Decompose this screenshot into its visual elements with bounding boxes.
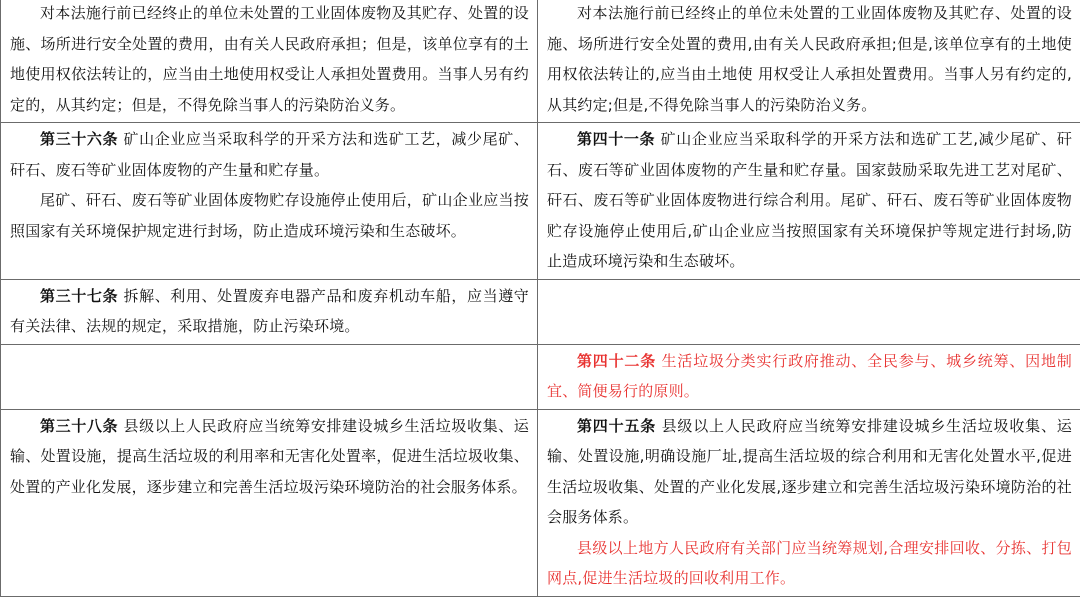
new-law-cell [538,344,1080,409]
table-row [1,0,1080,123]
clause-paragraph [547,124,1072,277]
clause-text: 矿山企业应当采取科学的开采方法和选矿工艺，减少尾矿、矸石、废石等矿业固体废物的产生量和贮存量。 [10,130,529,179]
clause-text: 县级以上人民政府应当统筹安排建设城乡生活垃圾收集、运输、处置设施,明确设施厂址,提高生活垃圾的综合利用和无害化处置水平,促进生活垃圾收集、处置的产业化发展,逐步建立和完善生活垃圾污染环境防治的社会服务体系。 [547,417,1072,527]
article-number: 第三十六条 [40,130,118,148]
clause-paragraph [10,281,529,342]
old-law-cell [1,279,538,344]
clause-text: 矿山企业应当采取科学的开采方法和选矿工艺,减少尾矿、矸石、废石等矿业固体废物的产生量和贮存量。国家鼓励采取先进工艺对尾矿、矸石、废石等矿业固体废物进行综合利用。尾矿、矸石、废石等矿业固体废物贮存设施停止使用后,矿山企业应当按照国家有关环境保护等规定进行封场,防止造成环境污染和生态破坏。 [547,130,1072,270]
old-law-cell [1,123,538,280]
clause-paragraph [10,0,529,120]
clause-paragraph-added [547,533,1072,594]
article-number: 第四十二条 [577,352,656,370]
article-number: 第四十一条 [577,130,655,148]
clause-text: 尾矿、矸石、废石等矿业固体废物贮存设施停止使用后，矿山企业应当按照国家有关环境保护规定进行封场，防止造成环境污染和生态破坏。 [10,191,529,240]
new-law-cell-empty [538,279,1080,344]
clause-text: 对本法施行前已经终止的单位未处置的工业固体废物及其贮存、处置的设施、场所进行安全处置的费用,由有关人民政府承担;但是,该单位享有的土地使用权依法转让的,应当由土地使 用权受让人承担处置费用。当事人另有约定的,从其约定;但是,不得免除当事人的污染防治义务。 [547,4,1072,114]
article-number: 第三十七条 [40,287,118,305]
table-row [1,279,1080,344]
clause-paragraph-added [547,346,1072,407]
clause-paragraph [10,185,529,246]
clause-text: 对本法施行前已经终止的单位未处置的工业固体废物及其贮存、处置的设施、场所进行安全处置的费用，由有关人民政府承担；但是，该单位享有的土地使用权依法转让的，应当由土地使用权受让人承担处置费用。当事人另有约定的，从其约定；但是，不得免除当事人的污染防治义务。 [10,4,529,114]
new-law-cell [538,409,1080,596]
table-row [1,409,1080,596]
clause-paragraph [10,411,529,503]
clause-text: 生活垃圾分类实行政府推动、全民参与、城乡统筹、因地制宜、简便易行的原则。 [547,352,1072,401]
table-row [1,123,1080,280]
table-row [1,344,1080,409]
new-law-cell [538,0,1080,123]
article-number: 第四十五条 [577,417,656,435]
clause-paragraph [547,411,1072,533]
clause-text: 拆解、利用、处置废弃电器产品和废弃机动车船，应当遵守有关法律、法规的规定，采取措施，防止污染环境。 [10,287,529,336]
clause-paragraph [10,124,529,185]
old-law-cell-empty [1,344,538,409]
new-law-cell [538,123,1080,280]
clause-text: 县级以上人民政府应当统筹安排建设城乡生活垃圾收集、运输、处置设施，提高生活垃圾的利用率和无害化处置率，促进生活垃圾收集、处置的产业化发展，逐步建立和完善生活垃圾污染环境防治的社会服务体系。 [10,417,529,496]
clause-text: 县级以上地方人民政府有关部门应当统筹规划,合理安排回收、分拣、打包网点,促进生活垃圾的回收利用工作。 [547,539,1072,588]
old-law-cell [1,409,538,596]
article-number: 第三十八条 [40,417,118,435]
clause-paragraph [547,0,1072,120]
old-law-cell [1,0,538,123]
